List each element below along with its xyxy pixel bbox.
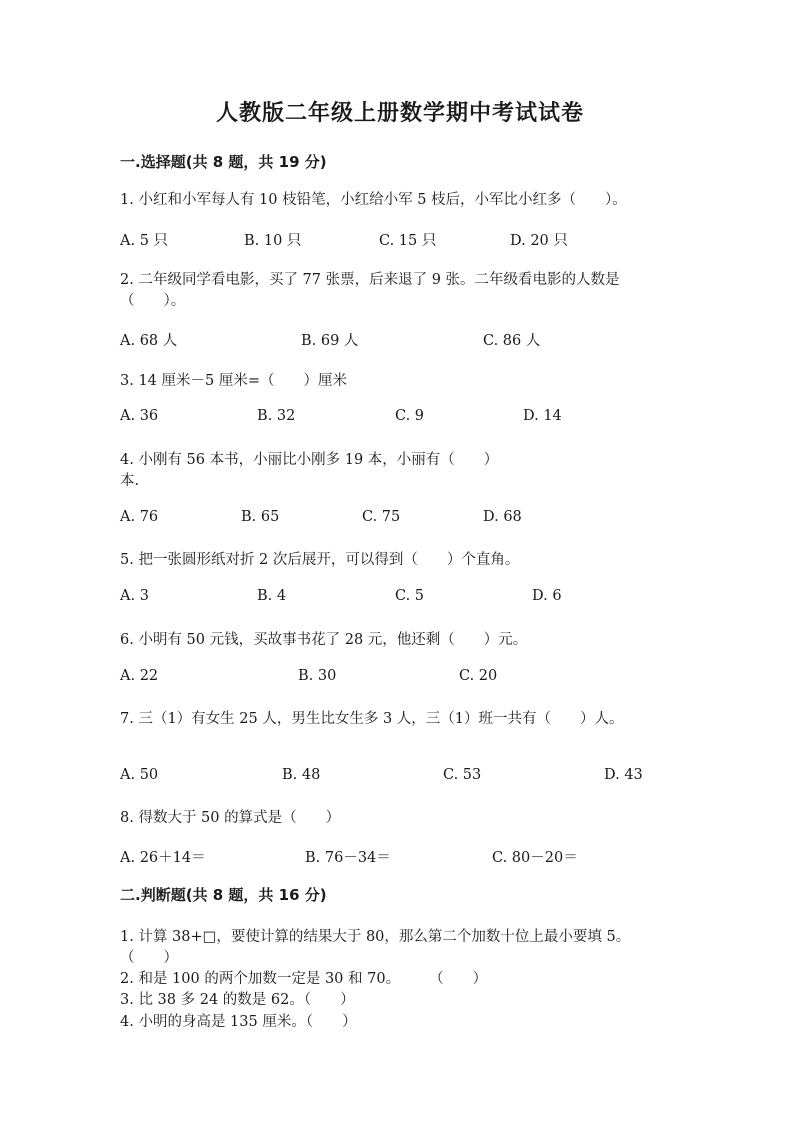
q5-option-b: B. 4 (257, 588, 287, 604)
q3-option-b: B. 32 (257, 408, 296, 424)
q5-option-a: A. 3 (120, 588, 149, 604)
q3-option-d: D. 14 (523, 408, 562, 424)
judgement-1-line1: 1. 计算 38+□，要使计算的结果大于 80，那么第二个加数十位上最小要填 5。 (120, 929, 631, 945)
question-3: 3. 14 厘米－5 厘米=（ ）厘米 (120, 373, 347, 389)
judgement-2: 2. 和是 100 的两个加数一定是 30 和 70。 （ ） (120, 971, 488, 987)
q6-option-c: C. 20 (459, 668, 498, 684)
judgement-1-line2: （ ） (120, 950, 178, 966)
q1-option-a: A. 5 只 (120, 233, 169, 249)
section-heading-choice: 一.选择题(共 8 题，共 19 分) (120, 153, 327, 171)
q8-option-a: A. 26＋14＝ (120, 850, 206, 866)
q7-option-d: D. 43 (604, 767, 643, 783)
question-4-line1: 4. 小刚有 56 本书，小丽比小刚多 19 本，小丽有（ ） (120, 452, 499, 468)
q4-option-d: D. 68 (483, 509, 522, 525)
judgement-3: 3. 比 38 多 24 的数是 62。（ ） (120, 992, 355, 1008)
q3-option-c: C. 9 (395, 408, 425, 424)
q4-option-c: C. 75 (362, 509, 401, 525)
page-title: 人教版二年级上册数学期中考试试卷 (215, 100, 584, 126)
question-6: 6. 小明有 50 元钱，买故事书花了 28 元，他还剩（ ）元。 (120, 632, 528, 648)
q6-option-b: B. 30 (298, 668, 337, 684)
question-5: 5. 把一张圆形纸对折 2 次后展开，可以得到（ ）个直角。 (120, 552, 520, 568)
q2-option-a: A. 68 人 (120, 333, 178, 349)
q2-option-b: B. 69 人 (301, 333, 359, 349)
q5-option-d: D. 6 (532, 588, 562, 604)
judgement-4: 4. 小明的身高是 135 厘米。（ ） (120, 1014, 357, 1030)
question-4-line2: 本. (120, 473, 140, 489)
q4-option-a: A. 76 (120, 509, 159, 525)
question-8: 8. 得数大于 50 的算式是（ ） (120, 810, 341, 826)
q5-option-c: C. 5 (395, 588, 425, 604)
q7-option-c: C. 53 (443, 767, 482, 783)
q7-option-a: A. 50 (120, 767, 159, 783)
question-1: 1. 小红和小军每人有 10 枝铅笔，小红给小军 5 枝后，小军比小红多（ ）。 (120, 192, 627, 208)
section-heading-judgement: 二.判断题(共 8 题，共 16 分) (120, 886, 327, 904)
q3-option-a: A. 36 (120, 408, 159, 424)
question-2-line2: （ ）。 (120, 293, 186, 309)
q4-option-b: B. 65 (241, 509, 280, 525)
q8-option-c: C. 80－20＝ (492, 850, 578, 866)
question-2-line1: 2. 二年级同学看电影，买了 77 张票，后来退了 9 张。二年级看电影的人数是 (120, 272, 620, 288)
q8-option-b: B. 76－34＝ (305, 850, 391, 866)
q7-option-b: B. 48 (282, 767, 321, 783)
q1-option-d: D. 20 只 (510, 233, 568, 249)
q2-option-c: C. 86 人 (483, 333, 541, 349)
q1-option-b: B. 10 只 (244, 233, 302, 249)
q6-option-a: A. 22 (120, 668, 159, 684)
q1-option-c: C. 15 只 (379, 233, 437, 249)
question-7: 7. 三（1）有女生 25 人，男生比女生多 3 人，三（1）班一共有（ ）人。 (120, 711, 624, 727)
